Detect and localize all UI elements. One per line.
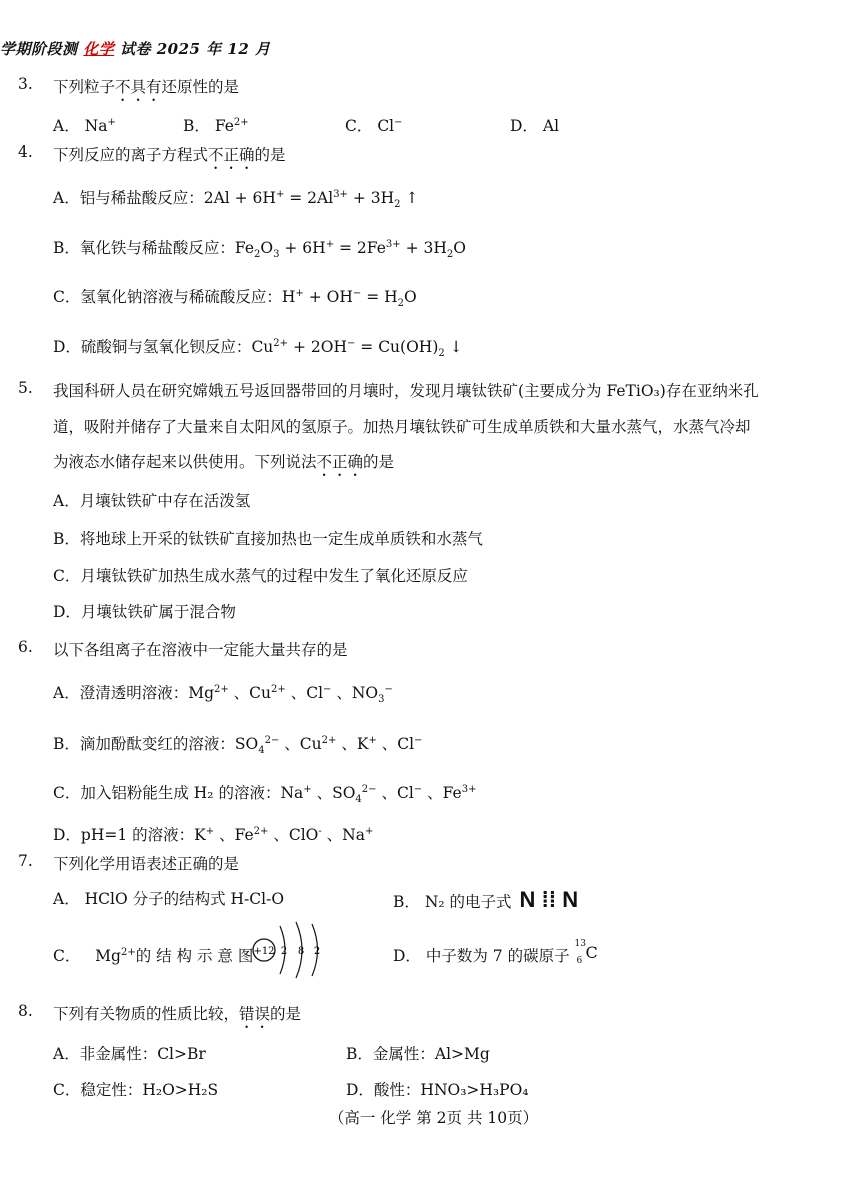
header-suffix: 试卷 2025 年 12 月 <box>114 40 271 58</box>
option-d: D．月壤钛铁矿属于混合物 <box>53 603 236 621</box>
option-a: A．月壤钛铁矿中存在活泼氢 <box>53 492 251 510</box>
option-c: C． $Mg^{2+}$的 结 构 示 意 图 <box>53 946 254 965</box>
nucleus-label: +12 <box>253 946 275 957</box>
page-footer: （高一 化学 第 2页 共 10页） <box>328 1109 539 1127</box>
shell-2-count: 8 <box>297 946 305 957</box>
question-stem: 下列反应的离子方程式不正确的是 <box>53 146 286 164</box>
question-number: 8. <box>18 1002 33 1020</box>
question-number: 5. <box>18 379 33 397</box>
option-b: B．金属性：Al>Mg <box>346 1045 490 1063</box>
option-a: A． Na+ <box>53 116 116 135</box>
header-subject: 化学 <box>83 40 115 58</box>
atom-structure-diagram <box>250 918 330 980</box>
option-a: A．非金属性：Cl>Br <box>53 1045 206 1063</box>
electron-formula: N ⁞⁞ N <box>519 887 579 912</box>
option-d: D．酸性：HNO₃>H₃PO₄ <box>346 1081 529 1099</box>
question-number: 7. <box>18 852 33 870</box>
option-a: A． HClO 分子的结构式 H-Cl-O <box>53 890 285 908</box>
question-stem-line3: 为液态水储存起来以供使用。下列说法不正确的是 <box>53 453 395 471</box>
question-stem: 以下各组离子在溶液中一定能大量共存的是 <box>53 641 348 659</box>
option-c: C．稳定性：H₂O>H₂S <box>53 1081 219 1099</box>
carbon-isotope: 13 6 C <box>574 939 598 966</box>
question-stem: 下列化学用语表述正确的是 <box>53 855 240 873</box>
question-stem: 下列粒子不具有还原性的是 <box>53 78 240 96</box>
option-d: D．硫酸铜与氢氧化钡反应：$Cu^{2+} + 2OH^- = Cu(OH)_2$ ↓ <box>53 337 463 360</box>
question-stem-line1: 我国科研人员在研究嫦娥五号返回器带回的月壤时，发现月壤钛铁矿(主要成分为 FeTiO₃)存在亚纳米孔 <box>53 382 759 400</box>
question-number: 3. <box>18 75 33 93</box>
shell-1-count: 2 <box>280 946 288 957</box>
option-c: C． Cl− <box>345 116 403 135</box>
option-b: B．滴加酚酞变红的溶液：$SO_4^{2-}$ 、$Cu^{2+}$ 、K+ 、Cl− <box>53 734 423 757</box>
option-a: A．铝与稀盐酸反应：$2Al + 6H^+ = 2Al^{3+} + 3H_2$ ↑ <box>53 188 419 211</box>
option-b: B．氧化铁与稀盐酸反应：$Fe_2O_3 + 6H^+ = 2Fe^{3+} + 3H_2O$ <box>53 238 466 261</box>
shell-3-count: 2 <box>313 946 321 957</box>
header-prefix: 学期阶段测 <box>0 40 84 58</box>
option-c: C．加入铝粉能生成 H₂ 的溶液：Na+ 、$SO_4^{2-}$ 、Cl− 、$Fe^{3+}$ <box>53 783 477 806</box>
option-d: D．pH=1 的溶液：K+ 、$Fe^{2+}$ 、ClO- 、Na+ <box>53 825 374 844</box>
question-stem: 下列有关物质的性质比较，错误的是 <box>53 1005 302 1023</box>
question-number: 4. <box>18 143 33 161</box>
option-b: B． N₂ 的电子式 N ⁞⁞ N <box>393 887 579 912</box>
option-d: D． 中子数为 7 的碳原子 13 6 C <box>393 944 601 967</box>
option-d: D． Al <box>510 117 560 135</box>
option-a: A．澄清透明溶液：$Mg^{2+}$ 、$Cu^{2+}$ 、Cl− 、$NO_3^-$ <box>53 683 393 706</box>
option-c: C．氢氧化钠溶液与稀硫酸反应：$H^+ + OH^- = H_2O$ <box>53 287 417 310</box>
question-stem-line2: 道，吸附并储存了大量来自太阳风的氢原子。加热月壤钛铁矿可生成单质铁和大量水蒸气，水蒸气冷却 <box>53 418 751 436</box>
question-number: 6. <box>18 638 33 656</box>
option-c: C．月壤钛铁矿加热生成水蒸气的过程中发生了氧化还原反应 <box>53 567 468 585</box>
page-header <box>0 38 270 59</box>
option-b: B．将地球上开采的钛铁矿直接加热也一定生成单质铁和水蒸气 <box>53 530 483 548</box>
option-b: B． $Fe^{2+}$ <box>183 116 249 135</box>
